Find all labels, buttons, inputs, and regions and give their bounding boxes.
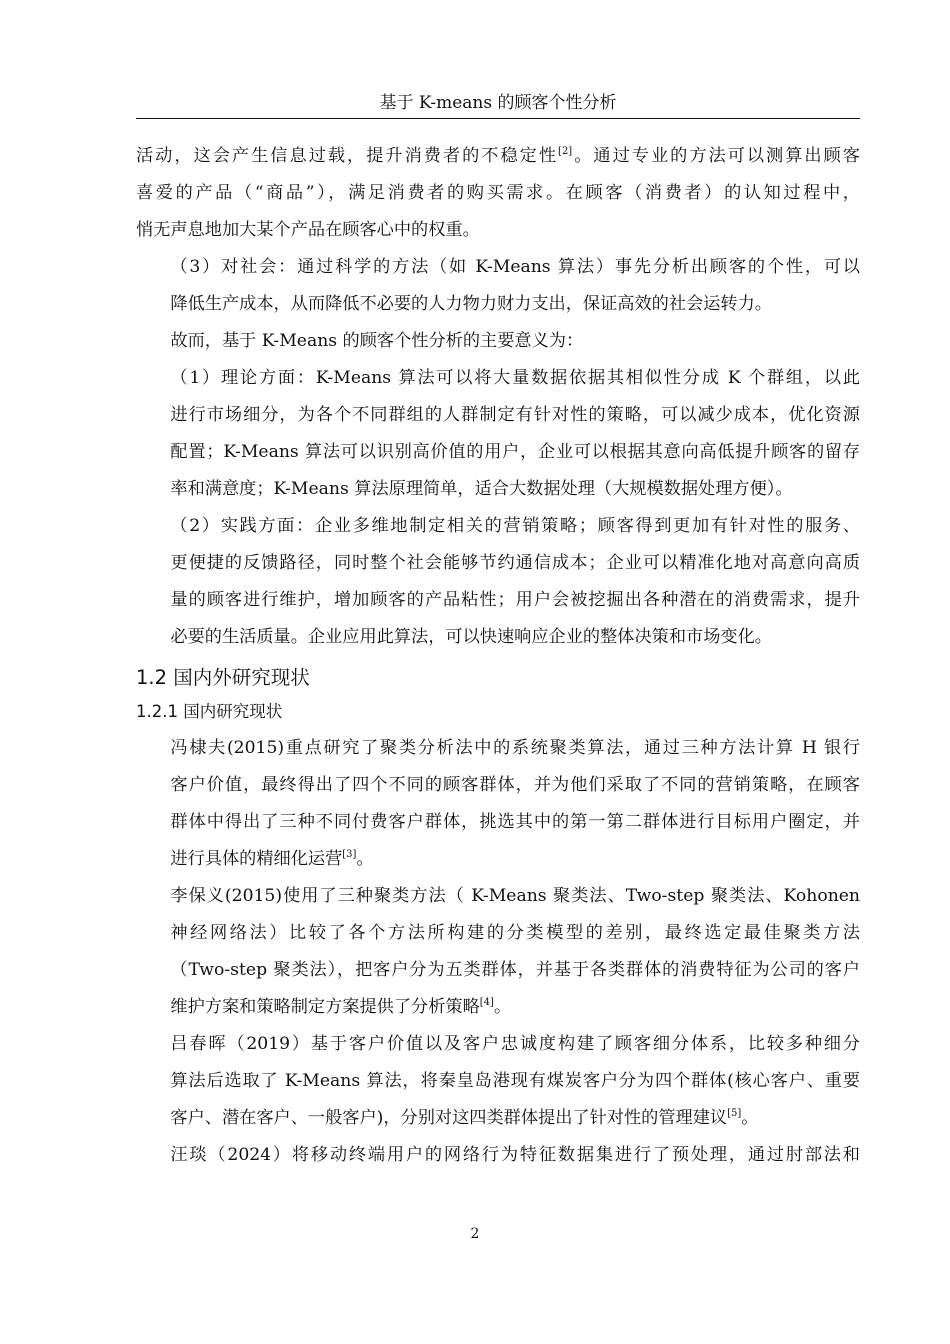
running-header: 基于 K-means 的顾客个性分析 (379, 93, 617, 113)
paragraph-li: 李保义(2015)使用了三种聚类方法（ K-Means 聚类法、Two-step 聚类法、Kohonen 神经网络法）比较了各个方法所构建的分类模型的差别，最终选定最佳聚类方法 （Two-step 聚类法），把客户分为五类群体，并基于各类群体的消费特征为公司的客户 维护方案和策略制定方案提供了分析策略[4]。 (170, 886, 860, 1017)
page-body (136, 138, 860, 1174)
subsection-heading: 1.2.1 国内研究现状 (136, 702, 283, 721)
citation-ref: [4] (479, 997, 494, 1008)
paragraph-feng: 冯棣夫(2015)重点研究了聚类分析法中的系统聚类算法，通过三种方法计算 H 银行 客户价值，最终得出了四个不同的顾客群体，并为他们采取了不同的营销策略，在顾客 群体中得出了三种不同付费客户群体，挑选其中的第一第二群体进行目标用户圈定，并 进行具体的精细化运营[3]。 (170, 738, 860, 869)
paragraph-society: （3）对社会：通过科学的方法（如 K-Means 算法）事先分析出顾客的个性，可以 降低生产成本，从而降低不必要的人力物力财力支出，保证高效的社会运转力。 (170, 257, 860, 314)
paragraph-lv: 吕春晖（2019）基于客户价值以及客户忠诚度构建了顾客细分体系，比较多种细分 算法后选取了 K-Means 算法，将秦皇岛港现有煤炭客户分为四个群体(核心客户、重要 客户、潜在客户、一般客户)，分别对这四类群体提出了针对性的管理建议[5]。 (170, 1034, 860, 1128)
citation-ref: [3] (342, 849, 357, 860)
paragraph-practice: （2）实践方面：企业多维地制定相关的营销策略；顾客得到更加有针对性的服务、 更便捷的反馈路径，同时整个社会能够节约通信成本；企业可以精准化地对高意向高质 量的顾客进行维护，增加顾客的产品粘性；用户会被挖掘出各种潜在的消费需求，提升 必要的生活质量。企业应用此算法，可以快速响应企业的整体决策和市场变化。 (170, 516, 860, 647)
paragraph-continued: 活动，这会产生信息过载，提升消费者的不稳定性[2]。通过专业的方法可以测算出顾客 喜爱的产品（“商品”），满足消费者的购买需求。在顾客（消费者）的认知过程中， 悄无声息地加大某个产品在顾客心中的权重。 (136, 146, 860, 240)
citation-ref: [2] (558, 146, 573, 157)
paragraph-significance-intro: 故而，基于 K-Means 的顾客个性分析的主要意义为： (170, 331, 584, 351)
section-heading: 1.2 国内外研究现状 (136, 666, 310, 689)
citation-ref: [5] (727, 1108, 742, 1119)
paragraph-theory: （1）理论方面：K-Means 算法可以将大量数据依据其相似性分成 K 个群组，以此 进行市场细分，为各个不同群组的人群制定有针对性的策略，可以减少成本，优化资源 配置；K-Means 算法可以识别高价值的用户，企业可以根据其意向高低提升顾客的留存 率和满意度；K-Means 算法原理简单，适合大数据处理（大规模数据处理方便）。 (170, 368, 860, 499)
header-divider (136, 118, 860, 119)
paragraph-wang: 汪琰（2024）将移动终端用户的网络行为特征数据集进行了预处理，通过肘部法和 (170, 1145, 860, 1165)
page-number: 2 (470, 1226, 480, 1242)
